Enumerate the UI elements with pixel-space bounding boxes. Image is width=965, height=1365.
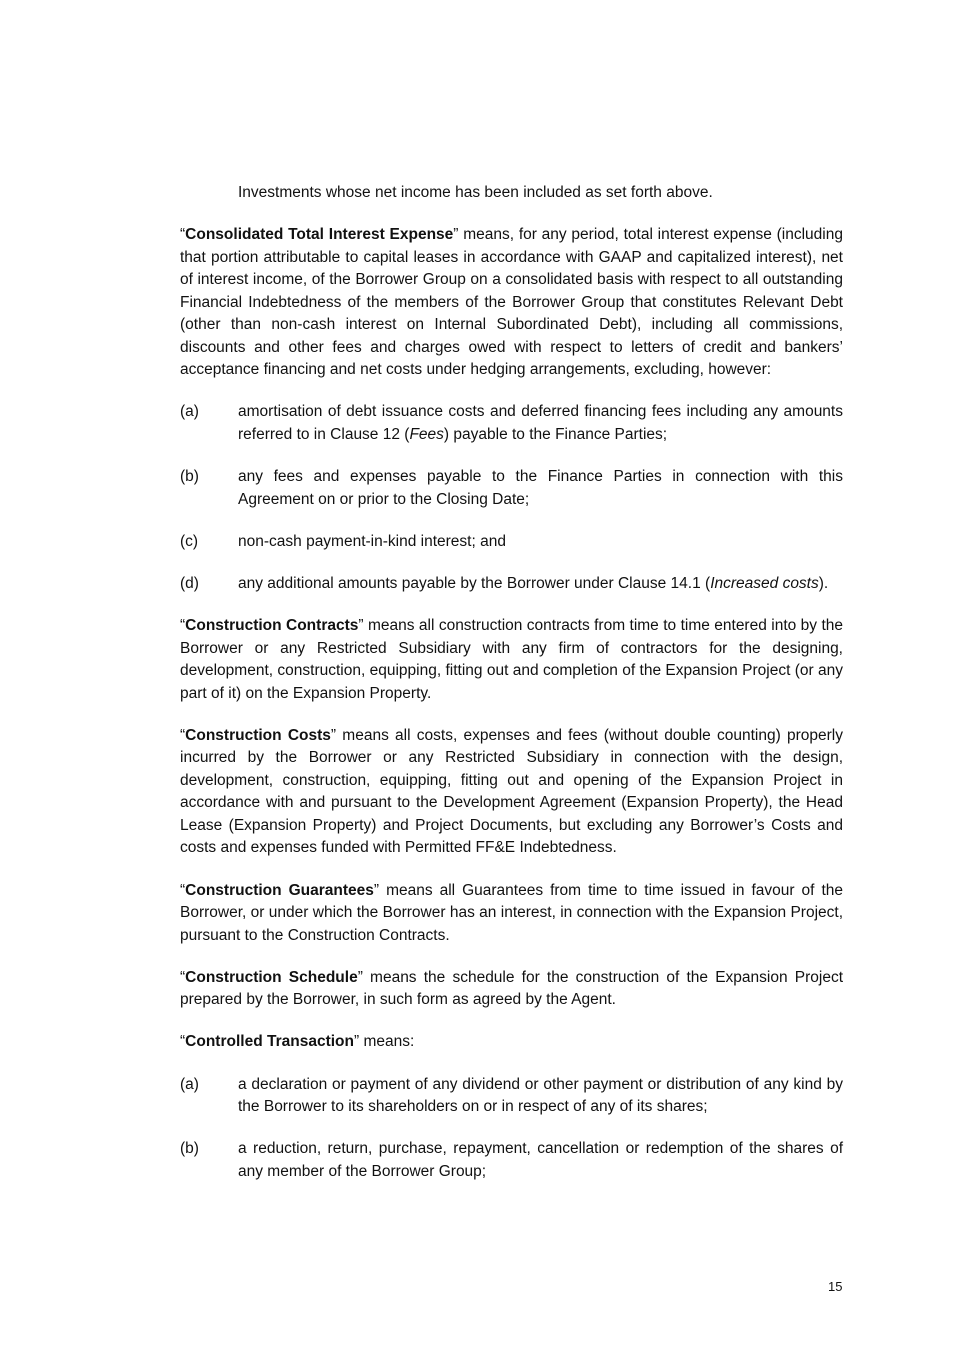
definition-paragraph bbox=[180, 1031, 843, 1054]
defined-term: Controlled Transaction bbox=[185, 1033, 354, 1051]
text-segment: ” means all costs, expenses and fees (without double counting) properly incurred by the Borrower or any Restricted Subsidiary in connection with the design, development, construction, equipping, fitting out and opening of the Expansion Project in accordance with and pursuant to the Development Agreement (Expansion Property), the Head Lease (Expansion Property) and Project Documents, but excluding any Borrower’s Costs and costs and expenses funded with Permitted FF&E Indebtedness. bbox=[180, 726, 843, 857]
definition-paragraph bbox=[180, 725, 843, 860]
text-segment: ” means: bbox=[353, 1033, 415, 1051]
clause-reference: Fees bbox=[409, 425, 444, 443]
definition-paragraph bbox=[180, 967, 843, 1012]
text-segment: ) payable to the Finance Parties; bbox=[443, 425, 668, 443]
defined-term: Consolidated Total Interest Expense bbox=[185, 226, 454, 244]
definition-paragraph bbox=[180, 880, 843, 948]
text-segment: ” means all Guarantees from time to time issued in favour of the Borrower, or under which the Borrower has an interest, in connection with the Expansion Project, pursuant to the Construction Contracts. bbox=[180, 881, 844, 944]
list-item bbox=[180, 466, 843, 511]
text-segment: any additional amounts payable by the Borrower under Clause 14.1 ( bbox=[238, 574, 711, 592]
defined-term: Construction Costs bbox=[185, 726, 331, 744]
text-segment: a declaration or payment of any dividend or other payment or distribution of any kind by the Borrower to its shareholders on or in respect of any of its shares; bbox=[238, 1075, 843, 1116]
text-segment: “ bbox=[180, 726, 186, 744]
text-segment: “ bbox=[180, 226, 186, 244]
text-segment: ” means the schedule for the construction of the Expansion Project prepared by the Borrower, in such form as agreed by the Agent. bbox=[180, 968, 843, 1009]
list-item-label: (b) bbox=[180, 1140, 199, 1158]
list-item-label: (d) bbox=[180, 574, 199, 592]
list-item-text bbox=[238, 401, 843, 446]
list-item-text bbox=[238, 1074, 843, 1119]
list-item-label: (a) bbox=[180, 1075, 199, 1093]
page-number: 15 bbox=[828, 1279, 843, 1294]
text-segment: ” means all construction contracts from time to time entered into by the Borrower or any Restricted Subsidiary with any firm of contractors for the designing, development, construction, equipping, fitting out and completion of the Expansion Project (or any part of it) on the Expansion Property. bbox=[180, 617, 843, 702]
list-item bbox=[180, 531, 843, 554]
text-segment: ). bbox=[818, 574, 829, 592]
list-item bbox=[180, 1074, 843, 1119]
list-item-label: (a) bbox=[180, 403, 199, 421]
text-segment: non-cash payment-in-kind interest; and bbox=[238, 532, 506, 550]
text-segment: ” means, for any period, total interest expense (including that portion attributable to capital leases in accordance with GAAP and capitalized interest), net of interest income, of the Borrower Group on a consolidated basis with respect to all outstanding Financial Indebtedness of the members of the Borrower Group that constitutes Relevant Debt (other than non-cash interest on Internal Subordinated Debt), including all commissions, discounts and other fees and charges owed with respect to letters of credit and bankers’ acceptance financing and net costs under hedging arrangements, excluding, however: bbox=[180, 226, 843, 379]
text-segment: any fees and expenses payable to the Finance Parties in connection with this Agreement on or prior to the Closing Date; bbox=[238, 468, 843, 508]
list-item-label: (c) bbox=[180, 532, 199, 550]
list-item-text bbox=[238, 531, 843, 554]
text-segment: a reduction, return, purchase, repayment, cancellation or redemption of the shares of any member of the Borrower Group; bbox=[238, 1140, 843, 1180]
list-item-text bbox=[238, 573, 843, 596]
text-segment: Investments whose net income has been included as set forth above. bbox=[238, 184, 713, 201]
definition-paragraph bbox=[180, 224, 843, 382]
list-item bbox=[180, 1138, 843, 1183]
list-item-text bbox=[238, 1138, 843, 1183]
defined-term: Construction Schedule bbox=[185, 968, 358, 986]
defined-term: Construction Contracts bbox=[185, 617, 359, 635]
text-segment: “ bbox=[180, 1033, 186, 1051]
text-segment: “ bbox=[180, 881, 186, 899]
defined-term: Construction Guarantees bbox=[185, 881, 374, 899]
list-item bbox=[180, 401, 843, 446]
text-segment: “ bbox=[180, 968, 186, 986]
list-item bbox=[180, 573, 843, 596]
list-item-label: (b) bbox=[180, 468, 199, 486]
list-item-text bbox=[238, 466, 843, 511]
text-segment: “ bbox=[180, 617, 186, 635]
document-body bbox=[180, 182, 843, 1203]
definition-paragraph bbox=[180, 615, 843, 705]
text-segment: amortisation of debt issuance costs and deferred financing fees including any amounts referred to in Clause 12 ( bbox=[238, 403, 843, 443]
definition-paragraph bbox=[180, 182, 843, 205]
clause-reference: Increased costs bbox=[710, 574, 819, 592]
